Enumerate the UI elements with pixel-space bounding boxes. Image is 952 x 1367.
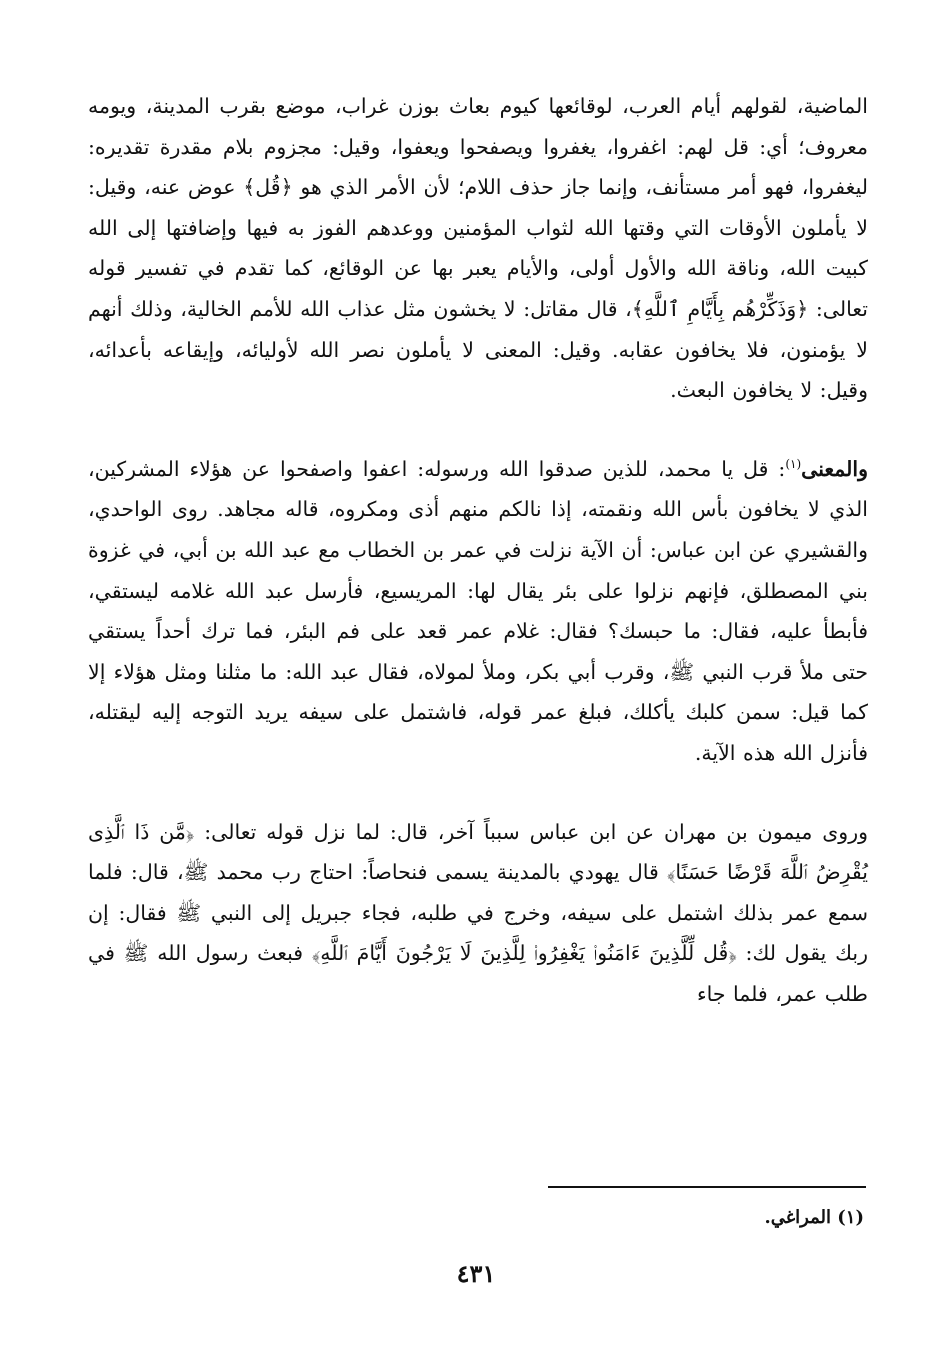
paragraph-2 bbox=[88, 449, 868, 774]
paragraph-1 bbox=[88, 86, 868, 411]
paragraph-2-text: : قل يا محمد، للذين صدقوا الله ورسوله: اعفوا واصفحوا عن هؤلاء المشركين، الذي لا يخافون بأس الله ونقمته، إذا نالكم منهم أذى ومكروه، قاله مجاهد. روى الواحدي، والقشيري عن ابن عباس: أن الآية نزلت في عمر بن الخطاب مع عبد الله بن أبي، في غزوة بني المصطلق، فإنهم نزلوا على بئر يقال لها: المريسيع، فأرسل عبد الله غلامه ليستقي، فأبطأ عليه، فقال: ما حبسك؟ فقال: غلام عمر قعد على فم البئر، فما ترك أحداً يستقي حتى ملأ قرب النبي ﷺ، وقرب أبي بكر، وملأ لمولاه، فقال عبد الله: ما مثلنا ومثل هؤلاء إلا كما قيل: سمن كلبك يأكلك، فبلغ عمر قوله، فاشتمل على سيفه يريد التوجه إليه ليقتله، فأنزل الله هذه الآية. bbox=[88, 456, 868, 765]
paragraph-3-text: وروى ميمون بن مهران عن ابن عباس سبباً آخر، قال: لما نزل قوله تعالى: ﴿مَّن ذَا ٱلَّذِى يُقْرِضُ ٱللَّهَ قَرْضًا حَسَنًا﴾ قال يهودي بالمدينة يسمى فنحاصاً: احتاج رب محمد ﷺ، قال: فلما سمع عمر بذلك اشتمل على سيفه، وخرج في طلبه، فجاء جبريل إلى النبي ﷺ فقال: إن ربك يقول لك: ﴿قُل لِّلَّذِينَ ءَامَنُوا۟ يَغْفِرُوا۟ لِلَّذِينَ لَا يَرْجُونَ أَيَّامَ ٱللَّهِ﴾ فبعث رسول الله ﷺ في طلب عمر، فلما جاء bbox=[88, 819, 868, 1006]
page-number: ٤٣١ bbox=[456, 1259, 496, 1288]
footnote: (١) المراغي. bbox=[764, 1207, 864, 1228]
paragraph-2-footnote-ref: (١) bbox=[785, 456, 802, 471]
footnote-divider bbox=[548, 1186, 866, 1188]
page-body bbox=[88, 86, 868, 1014]
paragraph-2-lead: والمعنى bbox=[801, 456, 868, 481]
paragraph-1-text: الماضية، لقولهم أيام العرب، لوقائعها كيوم بعاث بوزن غراب، موضع بقرب المدينة، ويومه معروف؛ أي: قل لهم: اغفروا، يغفروا ويصفحوا ويعفوا، وقيل: مجزوم بلام مقدرة تقديره: ليغفروا، فهو أمر مستأنف، وإنما جاز حذف اللام؛ لأن الأمر الذي هو ﴿قُل﴾ عوض عنه، وقيل: لا يأملون الأوقات التي وقتها الله لثواب المؤمنين ووعدهم الفوز به فيها وإضافتها إلى الله كبيت الله، وناقة الله والأول أولى، والأيام يعبر بها عن الوقائع، كما تقدم في تفسير قوله تعالى: ﴿وَذَكِّرْهُم بِأَيَّامِ ٱللَّهِ﴾، قال مقاتل: لا يخشون مثل عذاب الله للأمم الخالية، وذلك أنهم لا يؤمنون، فلا يخافون عقابه. وقيل: المعنى لا يأملون نصر الله لأوليائه، وإيقاعه بأعدائه، وقيل: لا يخافون البعث. bbox=[88, 94, 868, 403]
paragraph-3 bbox=[88, 812, 868, 1015]
